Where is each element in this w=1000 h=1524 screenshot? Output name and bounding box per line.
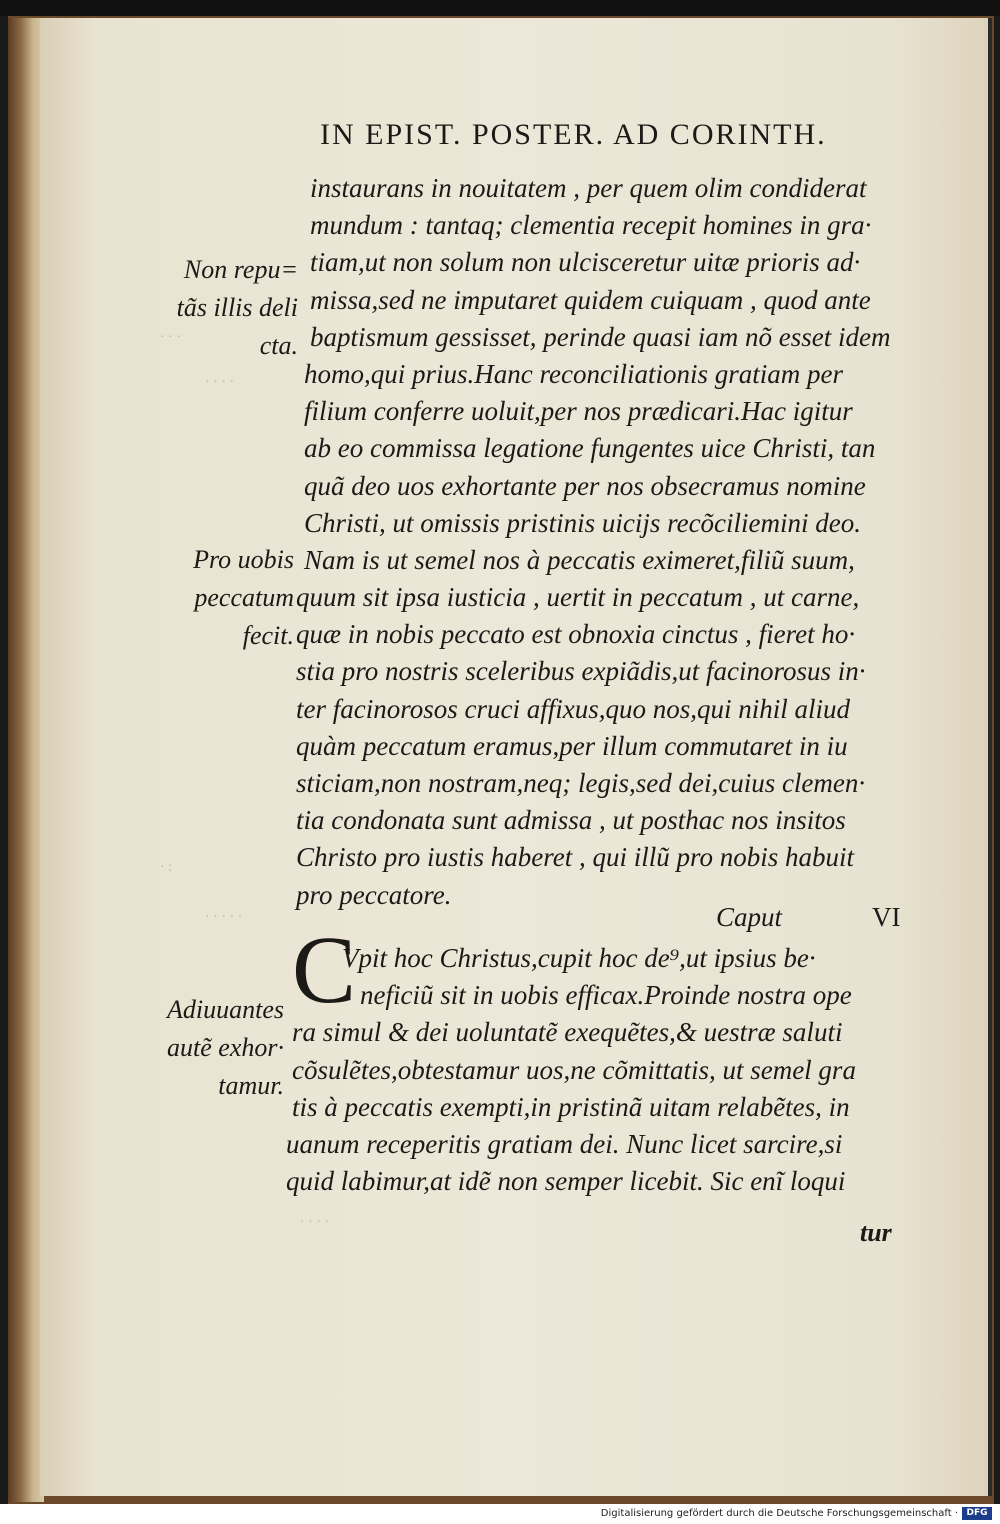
text-line: mundum : tantaq; clementia recepit homines in gra· <box>310 210 872 241</box>
margin-note-line: Pro uobis <box>193 545 294 574</box>
text-line: Vpit hoc Christus,cupit hoc de⁹,ut ipsius be· <box>342 943 816 973</box>
text-line: stia pro nostris sceleribus expiãdis,ut facinorosus in· <box>296 656 866 687</box>
text-line: quid labimur,at idẽ non semper licebit. Sic enĩ loqui <box>286 1166 846 1197</box>
catchword: tur <box>860 1218 892 1247</box>
margin-note-line: tamur. <box>218 1071 284 1100</box>
text-line: quæ in nobis peccato est obnoxia cinctus , fieret ho· <box>296 619 856 650</box>
main-text-block <box>280 170 930 914</box>
chapter-heading <box>716 902 916 942</box>
dfg-logo: DFG <box>962 1507 992 1520</box>
text-line: quã deo uos exhortante per nos obsecramus nomine <box>304 470 866 501</box>
text-line: quàm peccatum eramus,per illum commutaret in iu <box>296 730 848 761</box>
text-line: uanum receperitis gratiam dei. Nunc licet sarcire,si <box>286 1128 843 1159</box>
text-line: tis à peccatis exempti,in pristinã uitam relabẽtes, in <box>292 1091 850 1122</box>
show-through-mark: · · · · · <box>205 910 243 925</box>
show-through-mark: · : <box>160 860 173 875</box>
text-line: filium conferre uoluit,per nos prædicari.Hac igitur <box>304 396 853 427</box>
text-line: ab eo commissa legatione fungentes uice Christi, tan <box>304 433 876 464</box>
margin-note-line: tãs illis deli <box>176 293 298 322</box>
margin-note-line: Non repu= <box>183 255 298 284</box>
text-line: pro peccatore. <box>296 879 452 910</box>
text-line: instaurans in nouitatem , per quem olim condiderat <box>310 173 867 203</box>
show-through-mark: · · · · <box>205 375 235 390</box>
chapter-text-block <box>286 940 926 1200</box>
margin-note-line: autẽ exhor· <box>167 1033 284 1062</box>
text-line: Christi, ut omissis pristinis uicijs recõciliemini deo. <box>304 507 862 538</box>
text-line: tiam,ut non solum non ulcisceretur uitæ prioris ad· <box>310 247 861 278</box>
text-line: baptismum gessisset, perinde quasi iam nõ esset idem <box>310 321 891 352</box>
text-line: ter facinorosos cruci affixus,quo nos,qui nihil aliud <box>296 693 850 724</box>
margin-note <box>120 990 284 1104</box>
text-line: neficiũ sit in uobis efficax.Proinde nostra ope <box>360 980 852 1011</box>
margin-note-line: fecit. <box>242 621 294 650</box>
text-line: Nam is ut semel nos à peccatis eximeret,filiũ suum, <box>304 544 855 575</box>
drop-cap-initial: C <box>292 916 357 1023</box>
margin-note-line: cta. <box>259 331 298 360</box>
text-line: quum sit ipsa iusticia , uertit in peccatum , ut carne, <box>296 582 860 613</box>
margin-note <box>130 540 294 654</box>
margin-note <box>130 250 298 364</box>
running-head: IN EPIST. POSTER. AD CORINTH. <box>320 118 827 151</box>
digitization-credit: Digitalisierung gefördert durch die Deutsche Forschungsgemeinschaft · <box>600 1508 958 1519</box>
text-line: sticiam,non nostram,neq; legis,sed dei,cuius clemen· <box>296 768 866 798</box>
text-line: cõsulẽtes,obtestamur uos,ne cõmittatis, ut semel gra <box>292 1054 856 1085</box>
viewer-top-bar <box>0 0 1000 16</box>
margin-note-line: Adiuuantes <box>167 995 284 1024</box>
chapter-label: Caput <box>716 902 783 932</box>
chapter-number: VI <box>872 902 901 932</box>
text-line: tia condonata sunt admissa , ut posthac nos insitos <box>296 805 846 836</box>
text-line: missa,sed ne imputaret quidem cuiquam , quod ante <box>310 284 871 315</box>
text-line: ra simul & dei uoluntatẽ exequẽtes,& uestræ saluti <box>292 1017 843 1048</box>
margin-note-line: peccatum <box>194 583 294 612</box>
page-edges <box>8 18 44 1502</box>
show-through-mark: · · · · <box>300 1215 330 1230</box>
text-line: Christo pro iustis haberet , qui illũ pro nobis habuit <box>296 842 855 873</box>
show-through-mark: · · · <box>160 330 181 345</box>
text-line: homo,qui prius.Hanc reconciliationis gratiam per <box>304 358 843 389</box>
